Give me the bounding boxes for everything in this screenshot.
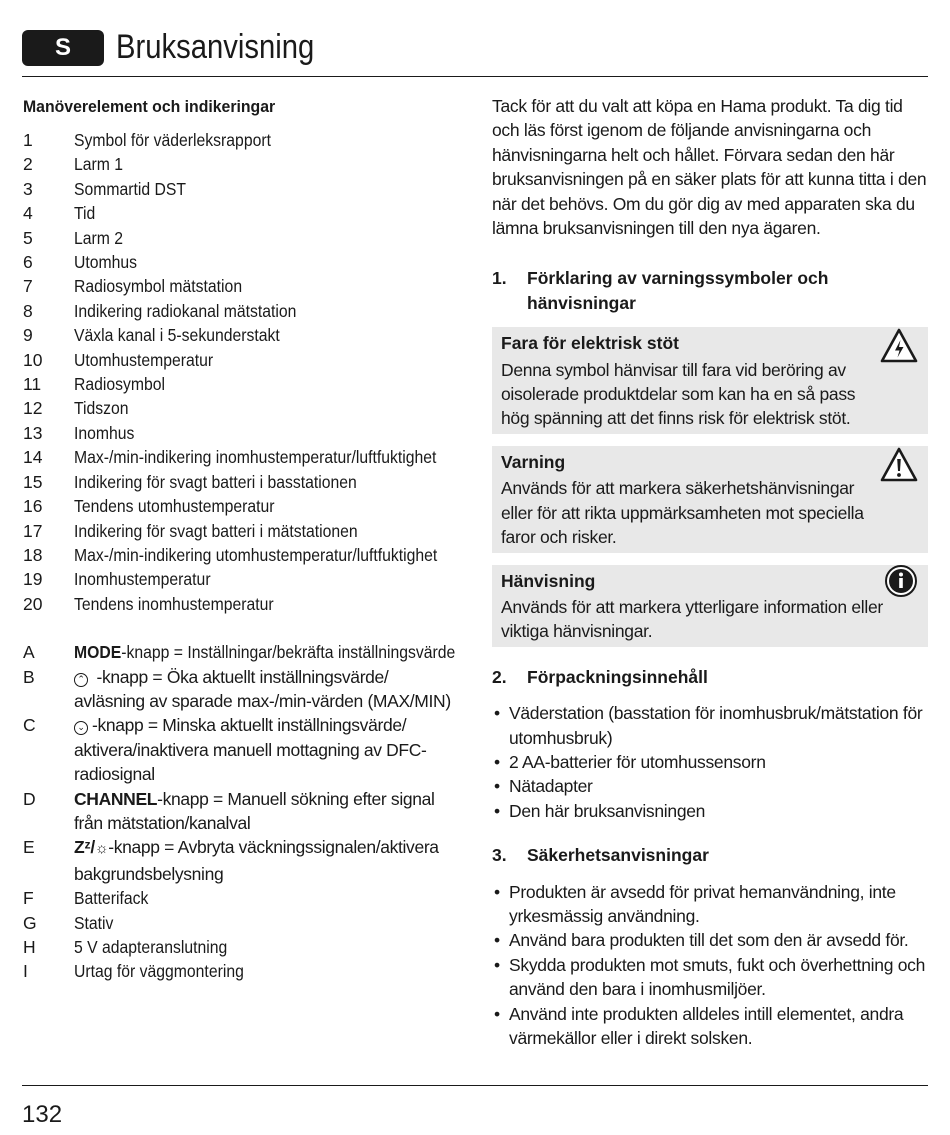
item-text: Tidszon xyxy=(74,398,129,419)
page-title: Bruksanvisning xyxy=(116,28,315,66)
item-text: Tendens utomhustemperatur xyxy=(74,496,275,517)
item-text: Indikering radiokanal mätstation xyxy=(74,300,297,321)
item-text: Radiosymbol mätstation xyxy=(74,276,243,297)
item-number: 2 xyxy=(23,154,33,175)
list-item xyxy=(23,128,463,152)
safety-list xyxy=(492,880,928,1051)
item-letter: H xyxy=(23,937,36,957)
item-letter: D xyxy=(23,788,36,809)
section-heading xyxy=(492,266,928,315)
item-number: 1 xyxy=(23,130,33,150)
item-number: 9 xyxy=(23,325,33,346)
item-letter: I xyxy=(23,961,28,982)
note-title: Hänvisning xyxy=(501,570,596,591)
section-number: 2. xyxy=(492,666,507,687)
item-text: Radiosymbol xyxy=(74,374,166,395)
list-item xyxy=(23,274,463,298)
note-text: Används för att markera ytterligare information eller viktiga hänvisningar. xyxy=(501,596,883,642)
item-letter: A xyxy=(23,642,35,663)
list-item xyxy=(23,250,463,274)
item-desc: -knapp = Manuell sökning efter signal från mätstation/kanalval xyxy=(74,788,435,833)
section-heading xyxy=(492,843,928,867)
note-title: Fara för elektrisk stöt xyxy=(501,333,679,354)
list-item xyxy=(23,445,463,469)
list-item xyxy=(23,935,463,959)
item-text: Tid xyxy=(74,203,96,224)
list-item xyxy=(23,396,463,420)
item-text: Sommartid DST xyxy=(74,178,187,199)
list-item: • Använd bara produkten till det som den är avsedd för. xyxy=(492,928,928,952)
numbered-list xyxy=(23,128,463,984)
item-text xyxy=(74,787,463,836)
item-desc: -knapp = Öka aktuellt inställningsvärde/ avläsning av sparade max-/min-värden (MAX/MIN) xyxy=(74,666,451,711)
item-desc: -knapp = Minska aktuellt inställningsvärde/ aktivera/inaktivera manuell mottagning av DFC-radiosignal xyxy=(74,715,427,785)
item-number: 14 xyxy=(23,447,43,468)
section-title: Förklaring av varningssymboler och hänvisningar xyxy=(527,268,829,313)
list-item: • Använd inte produkten alldeles intill elementet, andra värmekällor eller i direkt solsken. xyxy=(492,1002,928,1051)
section-heading xyxy=(492,665,928,689)
item-text: Utomhustemperatur xyxy=(74,349,214,370)
language-badge: S xyxy=(22,30,104,66)
list-item: • 2 AA-batterier för utomhussensorn xyxy=(492,750,928,774)
item-number: 7 xyxy=(23,276,33,297)
item-number: 20 xyxy=(23,593,43,614)
list-item xyxy=(23,543,463,567)
item-number: 8 xyxy=(23,300,33,321)
list-item xyxy=(23,152,463,176)
item-number: 10 xyxy=(23,349,43,370)
section-number: 3. xyxy=(492,845,507,866)
item-text: Symbol för väderleksrapport xyxy=(74,130,271,150)
item-desc: -knapp = Inställningar/bekräfta inställningsvärde xyxy=(121,642,456,663)
list-item xyxy=(23,787,463,836)
item-letter: C xyxy=(23,715,36,736)
item-text: Stativ xyxy=(74,912,114,933)
intro-paragraph: Tack för att du valt att köpa en Hama produkt. Ta dig tid och läs först igenom de följande anvisningarna och hänvisningarna helt och hållet. Förvara sedan den här bruksanvisningen på en säker plats för att kunna titta i den när det behövs. Om du gör dig av med apparaten ska du lämna bruksanvisningen till den nya ägaren. xyxy=(492,96,927,239)
item-text: Indikering för svagt batteri i mätstationen xyxy=(74,520,358,541)
list-item xyxy=(23,470,463,494)
item-text: Larm 2 xyxy=(74,227,124,248)
item-number: 5 xyxy=(23,227,33,248)
item-letter: E xyxy=(23,837,35,858)
item-number: 16 xyxy=(23,496,43,517)
list-item xyxy=(23,567,463,591)
list-item xyxy=(23,911,463,935)
list-item xyxy=(23,323,463,347)
list-item xyxy=(23,201,463,225)
list-item xyxy=(23,665,463,714)
up-arrow-icon: ⌃ xyxy=(74,673,88,687)
item-text: Utomhus xyxy=(74,252,138,273)
page-header xyxy=(22,26,928,77)
list-item: • Produkten är avsedd för privat hemanvändning, inte yrkesmässig användning. xyxy=(492,880,928,929)
list-item xyxy=(23,299,463,323)
list-item: • Nätadapter xyxy=(492,774,928,798)
list-item xyxy=(23,959,463,983)
list-item: • Den här bruksanvisningen xyxy=(492,799,928,823)
section-title: Förpackningsinnehåll xyxy=(527,666,708,687)
list-item xyxy=(23,713,463,786)
note-title: Varning xyxy=(501,451,566,472)
snooze-key-label: Zᶻ/ xyxy=(74,837,95,858)
item-number: 13 xyxy=(23,422,43,443)
section-number: 1. xyxy=(492,268,507,289)
item-letter: F xyxy=(23,888,34,909)
list-item xyxy=(23,494,463,518)
warning-triangle-icon xyxy=(879,446,919,484)
list-item: • Skydda produkten mot smuts, fukt och överhettning och använd den bara i inomhusmiljöer. xyxy=(492,953,928,1002)
list-item xyxy=(23,348,463,372)
item-number: 18 xyxy=(23,544,43,565)
instructions-column xyxy=(492,94,928,1070)
info-note xyxy=(492,565,928,647)
item-text: Urtag för väggmontering xyxy=(74,961,244,982)
item-number: 15 xyxy=(23,471,43,492)
list-item xyxy=(23,886,463,910)
item-text: Larm 1 xyxy=(74,154,124,175)
item-text: Inomhus xyxy=(74,422,135,443)
item-number: 19 xyxy=(23,569,43,590)
item-text: 5 V adapteranslutning xyxy=(74,937,228,957)
package-contents-list xyxy=(492,701,928,823)
electric-shock-note xyxy=(492,327,928,434)
controls-column xyxy=(23,96,463,984)
note-text: Används för att markera säkerhetshänvisningar eller för att rikta uppmärksamheten mot speciella faror och risker. xyxy=(501,478,864,548)
item-text: Batterifack xyxy=(74,888,149,909)
item-number: 12 xyxy=(23,398,43,419)
item-text: Tendens inomhustemperatur xyxy=(74,593,274,614)
list-item xyxy=(23,640,463,664)
item-number: 17 xyxy=(23,520,43,541)
item-letter: B xyxy=(23,666,35,687)
item-text xyxy=(74,713,463,786)
list-item xyxy=(23,835,463,886)
list-item xyxy=(23,226,463,250)
item-text xyxy=(74,835,463,886)
list-spacer xyxy=(23,616,463,640)
item-text: Max-/min-indikering utomhustemperatur/luftfuktighet xyxy=(74,544,438,565)
info-icon xyxy=(879,565,919,603)
down-arrow-icon: ⌄ xyxy=(74,721,88,735)
note-text: Denna symbol hänvisar till fara vid beröring av oisolerade produktdelar som kan ha en så pass hög spänning att det finns risk för elektrisk stöt. xyxy=(501,359,856,429)
footer-divider xyxy=(22,1085,928,1086)
list-item xyxy=(23,372,463,396)
item-letter: G xyxy=(23,912,37,933)
item-number: 6 xyxy=(23,252,33,273)
list-item xyxy=(23,421,463,445)
item-text: Inomhustemperatur xyxy=(74,569,211,590)
section-title: Säkerhetsanvisningar xyxy=(527,845,709,866)
channel-key-label: CHANNEL xyxy=(74,788,158,809)
item-text: Max-/min-indikering inomhustemperatur/luftfuktighet xyxy=(74,447,437,468)
list-item xyxy=(23,519,463,543)
item-number: 3 xyxy=(23,178,33,199)
warning-note xyxy=(492,446,928,553)
list-item xyxy=(23,592,463,616)
item-text: Indikering för svagt batteri i basstationen xyxy=(74,471,357,492)
item-number: 4 xyxy=(23,203,33,224)
light-icon: ☼ xyxy=(94,840,109,858)
list-item xyxy=(23,177,463,201)
item-text xyxy=(74,640,455,664)
controls-heading: Manöverelement och indikeringar xyxy=(23,97,276,116)
item-desc: -knapp = Avbryta väckningssignalen/aktivera bakgrundsbelysning xyxy=(74,837,439,884)
electric-shock-warning-icon xyxy=(879,327,919,365)
page-number: 132 xyxy=(22,1101,63,1128)
item-text: Växla kanal i 5-sekunderstakt xyxy=(74,325,280,346)
item-text xyxy=(74,665,463,714)
mode-key-label: MODE xyxy=(74,642,122,663)
list-item: • Väderstation (basstation för inomhusbruk/mätstation för utomhusbruk) xyxy=(492,701,928,750)
item-number: 11 xyxy=(23,374,42,395)
